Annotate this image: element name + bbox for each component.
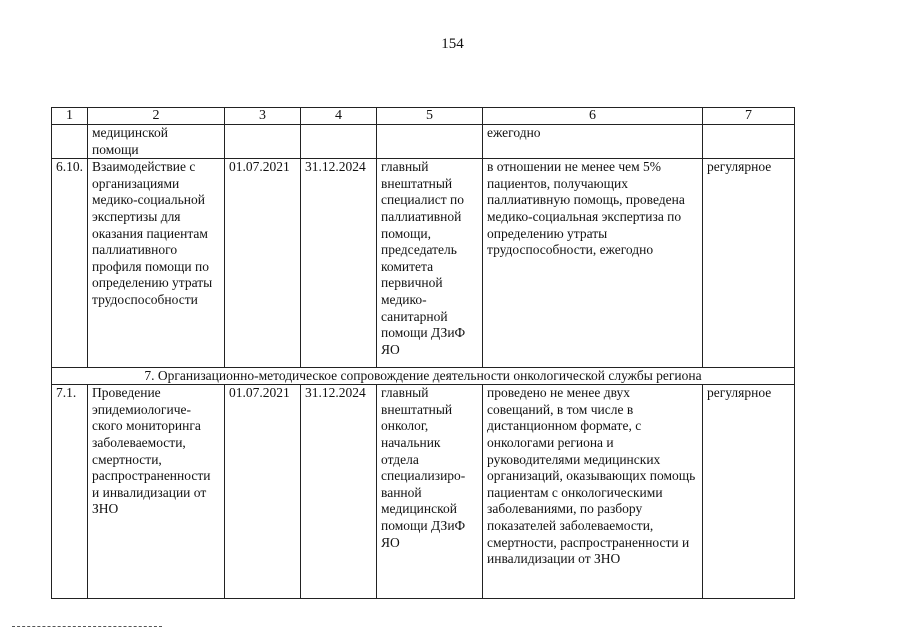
table-cell	[703, 125, 795, 159]
section-row	[52, 368, 795, 385]
activity-cell: Проведение эпидемиологиче-ского мониторинга заболеваемости, смертности, распространенности и инвалидизации от ЗНО	[88, 385, 225, 599]
table-cell: ежегодно	[483, 125, 703, 159]
table-row	[52, 385, 795, 599]
column-header: 1	[52, 108, 88, 125]
row-number: 6.10.	[52, 159, 88, 368]
column-header: 5	[377, 108, 483, 125]
column-header: 3	[225, 108, 301, 125]
table-cell: медицинской помощи	[88, 125, 225, 159]
column-header: 7	[703, 108, 795, 125]
result-cell: проведено не менее двух совещаний, в том числе в дистанционном формате, с онкологами региона и руководителями медицинских организаций, оказывающих помощь пациентам с онкологическими заболеваниями, по разбору показателей заболеваемости, смертности, распространенности и инвалидизации от ЗНО	[483, 385, 703, 599]
end-date-cell: 31.12.2024	[301, 385, 377, 599]
responsible-cell: главный внештатный онколог, начальник отдела специализиро-ванной медицинской помощи ДЗиФ ЯО	[377, 385, 483, 599]
result-cell: в отношении не менее чем 5% пациентов, получающих паллиативную помощь, проведена медико-социальная экспертиза по определению утраты трудоспособности, ежегодно	[483, 159, 703, 368]
table-cell	[301, 125, 377, 159]
table-header-row	[52, 108, 795, 125]
table-cell	[225, 125, 301, 159]
table-cell	[377, 125, 483, 159]
table-row	[52, 159, 795, 368]
table-cell	[52, 125, 88, 159]
row-number: 7.1.	[52, 385, 88, 599]
activity-cell: Взаимодействие с организациями медико-социальной экспертизы для оказания пациентам паллиативного профиля помощи по определению утраты трудоспособности	[88, 159, 225, 368]
footnote-rule	[12, 626, 162, 627]
page-number: 154	[441, 36, 464, 52]
table-row-continued	[52, 125, 795, 159]
start-date-cell: 01.07.2021	[225, 385, 301, 599]
section-title: 7. Организационно-методическое сопровождение деятельности онкологической службы региона	[52, 368, 795, 385]
column-header: 4	[301, 108, 377, 125]
end-date-cell: 31.12.2024	[301, 159, 377, 368]
responsible-cell: главный внештатный специалист по паллиативной помощи, председатель комитета первичной медико-санитарной помощи ДЗиФ ЯО	[377, 159, 483, 368]
activity-table	[51, 107, 795, 599]
type-cell: регулярное	[703, 385, 795, 599]
type-cell: регулярное	[703, 159, 795, 368]
start-date-cell: 01.07.2021	[225, 159, 301, 368]
column-header: 2	[88, 108, 225, 125]
column-header: 6	[483, 108, 703, 125]
